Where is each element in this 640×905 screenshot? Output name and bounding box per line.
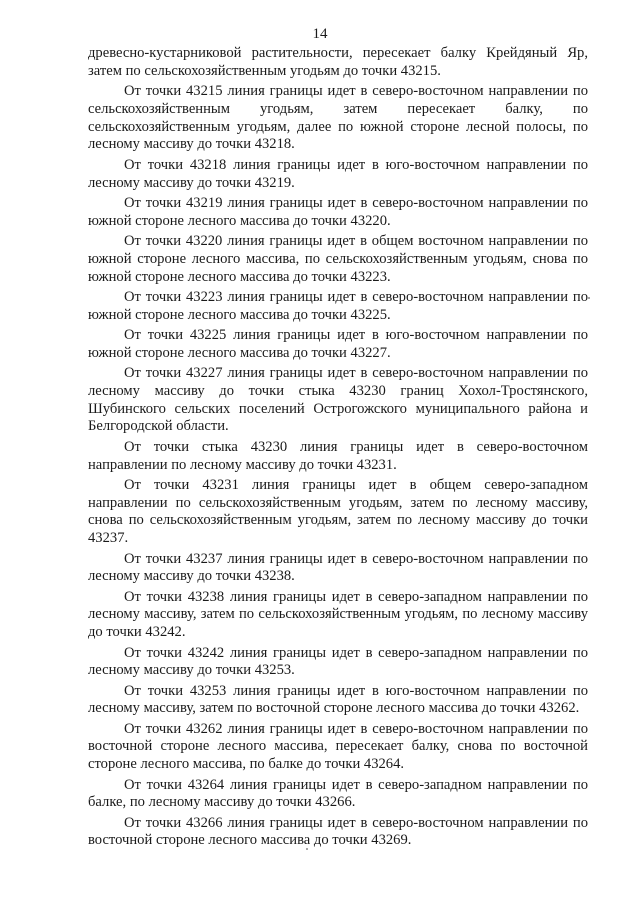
paragraph: От точки 43237 линия границы идет в северо-восточном направлении по лесному массиву до точки 43238.: [88, 550, 588, 585]
page-number: 14: [312, 26, 328, 42]
paragraph: От точки 43218 линия границы идет в юго-восточном направлении по лесному массиву до точки 43219.: [88, 156, 588, 191]
paragraph: От точки 43264 линия границы идет в северо-западном направлении по балке, по лесному массиву до точки 43266.: [88, 776, 588, 811]
paragraph: От точки 43220 линия границы идет в общем восточном направлении по южной стороне лесного массива, по сельскохозяйственным угодьям, снова по южной стороне лесного массива до точки 43223.: [88, 232, 588, 285]
paragraph: От точки 43242 линия границы идет в северо-западном направлении по лесному массиву до точки 43253.: [88, 644, 588, 679]
paragraph: От точки 43225 линия границы идет в юго-восточном направлении по южной стороне лесного массива до точки 43227.: [88, 326, 588, 361]
scan-speck: [588, 297, 590, 299]
paragraph: От точки 43262 линия границы идет в северо-восточном направлении по восточной стороне лесного массива, пересекает балку, снова по восточной стороне лесного массива, по балке до точки 43264.: [88, 720, 588, 773]
paragraph: От точки стыка 43230 линия границы идет в северо-восточном направлении по лесному массиву до точки 43231.: [88, 438, 588, 473]
paragraph: От точки 43215 линия границы идет в северо-восточном направлении по сельскохозяйственным угодьям, затем пересекает балку, по сельскохозяйственным угодьям, далее по южной стороне лесной полосы, по лесному массиву до точки 43218.: [88, 83, 588, 153]
paragraph: От точки 43253 линия границы идет в юго-восточном направлении по лесному массиву, затем по восточной стороне лесного массива до точки 43262.: [88, 682, 588, 717]
paragraph: От точки 43227 линия границы идет в северо-восточном направлении по лесному массиву до точки стыка 43230 границ Хохол-Тростянского, Шубинского сельских поселений Острогожского муниципального района и Белгородской области.: [88, 365, 588, 435]
paragraph: От точки 43219 линия границы идет в северо-восточном направлении по южной стороне лесного массива до точки 43220.: [88, 194, 588, 229]
paragraph: От точки 43223 линия границы идет в северо-восточном направлении по южной стороне лесного массива до точки 43225.: [88, 288, 588, 323]
paragraph: От точки 43231 линия границы идет в общем северо-западном направлении по сельскохозяйственным угодьям, затем по лесному массиву, снова по сельскохозяйственным угодьям, затем по лесному массиву до точки 43237.: [88, 476, 588, 547]
scan-speck: [306, 848, 308, 850]
paragraph: От точки 43238 линия границы идет в северо-западном направлении по лесному массиву, затем по сельскохозяйственным угодьям, по лесному массиву до точки 43242.: [88, 588, 588, 641]
paragraph: древесно-кустарниковой растительности, пересекает балку Крейдяный Яр, затем по сельскохозяйственным угодьям до точки 43215.: [88, 45, 588, 79]
document-body: [88, 45, 588, 853]
paragraph: От точки 43266 линия границы идет в северо-восточном направлении по восточной стороне лесного массива до точки 43269.: [88, 814, 588, 849]
